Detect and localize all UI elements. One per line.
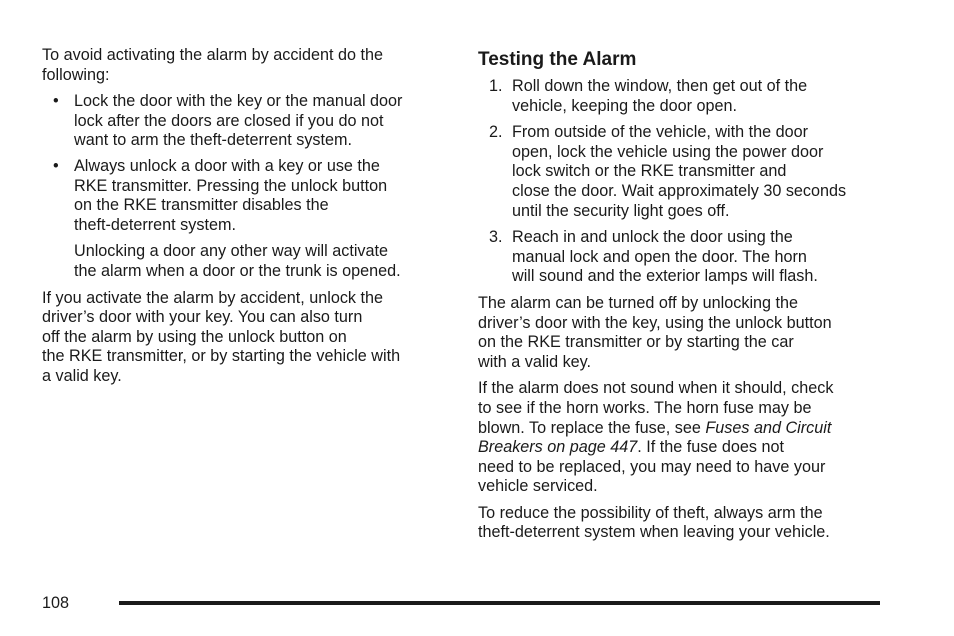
fuses-reference-link[interactable]: Fuses and Circuit bbox=[705, 418, 832, 437]
horn-fuse-paragraph: If the alarm does not sound when it should, check to see if the horn works. The horn fuse may be blown. To replace the fuse, see Fuses and Circuit Breakers on page 447. If the fuse does not need to be replaced, you may need to have your vehicle serviced. bbox=[478, 379, 834, 496]
bullet-item-lock-door: • Lock the door with the key or the manual door lock after the doors are closed if you do not want to arm the theft-deterrent system. bbox=[53, 92, 403, 150]
bullet-item-unlock-door: • Always unlock a door with a key or use the RKE transmitter. Pressing the unlock button on the RKE transmitter disables the theft-deterrent system. bbox=[53, 156, 388, 234]
bullet-icon: • bbox=[53, 92, 59, 111]
step-number: 2. bbox=[489, 123, 503, 142]
step-item-1: 1. Roll down the window, then get out of the vehicle, keeping the door open. bbox=[489, 77, 808, 115]
footer-rule bbox=[119, 601, 880, 605]
steps-list bbox=[478, 77, 888, 287]
right-column bbox=[478, 46, 888, 550]
intro-paragraph: To avoid activating the alarm by accident do the following: bbox=[42, 46, 384, 84]
bullet-list bbox=[42, 92, 452, 235]
section-heading: Testing the Alarm bbox=[478, 49, 637, 70]
step-number: 1. bbox=[489, 77, 503, 95]
fuses-reference-link[interactable]: Breakers on page 447 bbox=[478, 438, 638, 457]
bullet-icon: • bbox=[53, 156, 59, 175]
accidental-alarm-paragraph: If you activate the alarm by accident, unlock the driver’s door with your key. You can also turn off the alarm by using the unlock button on the RKE transmitter, or by starting the vehicle with a valid key. bbox=[42, 288, 401, 385]
alarm-off-paragraph: The alarm can be turned off by unlocking the driver’s door with the key, using the unlock button on the RKE transmitter or by starting the car with a valid key. bbox=[478, 293, 832, 371]
left-column bbox=[42, 46, 452, 394]
step-item-2: 2. From outside of the vehicle, with the door open, lock the vehicle using the power door lock switch or the RKE transmitter and close the door. Wait approximately 30 seconds until the security light goes off. bbox=[489, 123, 847, 220]
reduce-theft-paragraph: To reduce the possibility of theft, always arm the theft-deterrent system when leaving your vehicle. bbox=[478, 503, 830, 542]
unlocking-note: Unlocking a door any other way will activate the alarm when a door or the trunk is opened. bbox=[74, 242, 401, 280]
step-number: 3. bbox=[489, 228, 503, 247]
step-item-3: 3. Reach in and unlock the door using the manual lock and open the door. The horn will sound and the exterior lamps will flash. bbox=[489, 228, 818, 286]
page-number: 108 bbox=[42, 594, 70, 612]
